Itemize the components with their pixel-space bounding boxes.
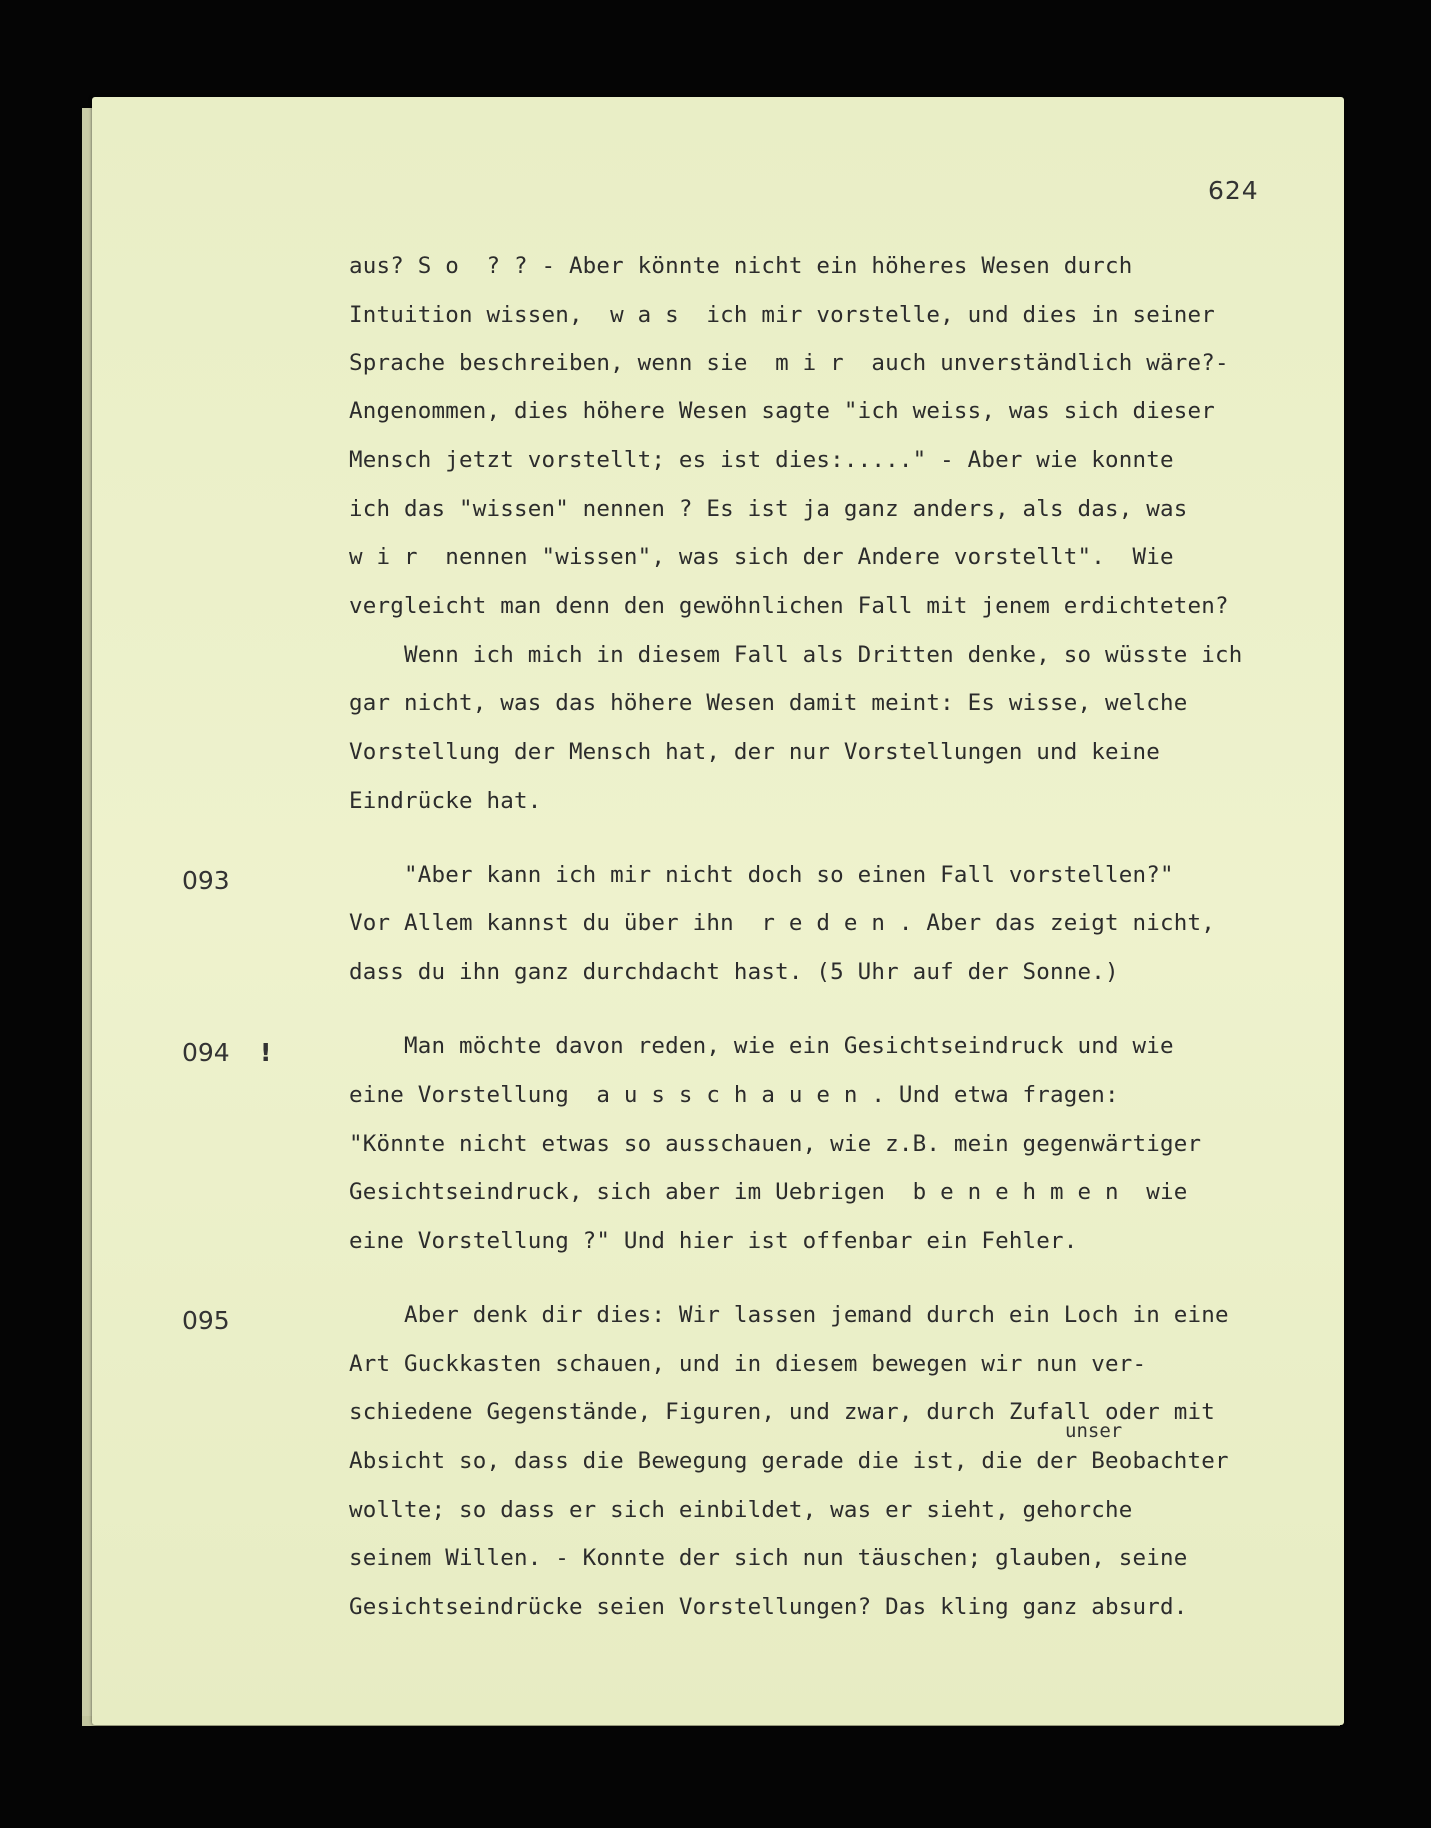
- text-line: "Könnte nicht etwas so ausschauen, wie z.B. mein gegenwärtiger: [349, 1131, 1202, 1157]
- text-line: Mensch jetzt vorstellt; es ist dies:....." - Aber wie konnte: [349, 447, 1174, 473]
- margin-number-095: 095: [182, 1306, 230, 1335]
- text-line: Vor Allem kannst du über ihn r e d e n . Aber das zeigt nicht,: [349, 910, 1216, 936]
- margin-number-094: 094: [182, 1038, 230, 1067]
- page-number: 624: [1208, 176, 1259, 205]
- text-line: vergleicht man denn den gewöhnlichen Fall mit jenem erdichteten?: [349, 593, 1229, 619]
- text-line: dass du ihn ganz durchdacht hast. (5 Uhr auf der Sonne.): [349, 959, 1119, 985]
- text-line: eine Vorstellung a u s s c h a u e n . Und etwa fragen:: [349, 1082, 1119, 1108]
- text-line: eine Vorstellung ?" Und hier ist offenbar ein Fehler.: [349, 1228, 1078, 1254]
- text-line: gar nicht, was das höhere Wesen damit meint: Es wisse, welche: [349, 690, 1188, 716]
- text-line: aus? S o ? ? - Aber könnte nicht ein höheres Wesen durch: [349, 253, 1133, 279]
- text-line: Sprache beschreiben, wenn sie m i r auch unverständlich wäre?-: [349, 350, 1229, 376]
- text-line: wollte; so dass er sich einbildet, was er sieht, gehorche: [349, 1497, 1133, 1523]
- text-line: Gesichtseindrücke seien Vorstellungen? Das kling ganz absurd.: [349, 1594, 1188, 1620]
- text-line: Absicht so, dass die Bewegung gerade die ist, die der Beobachter: [349, 1448, 1229, 1474]
- text-line: Gesichtseindruck, sich aber im Uebrigen b e n e h m e n wie: [349, 1179, 1188, 1205]
- text-line: Angenommen, dies höhere Wesen sagte "ich weiss, was sich dieser: [349, 398, 1216, 424]
- margin-exclamation-mark: !: [260, 1038, 272, 1067]
- text-line: w i r nennen "wissen", was sich der Andere vorstellt". Wie: [349, 544, 1174, 570]
- text-line: Wenn ich mich in diesem Fall als Dritten denke, so wüsste ich: [349, 642, 1243, 668]
- text-line: Intuition wissen, w a s ich mir vorstelle, und dies in seiner: [349, 302, 1216, 328]
- text-line: Art Guckkasten schauen, und in diesem bewegen wir nun ver-: [349, 1351, 1147, 1377]
- text-line: ich das "wissen" nennen ? Es ist ja ganz anders, als das, was: [349, 496, 1188, 522]
- handwritten-insertion: unser: [1065, 1420, 1123, 1442]
- text-line: "Aber kann ich mir nicht doch so einen Fall vorstellen?": [349, 862, 1174, 888]
- text-line: schiedene Gegenstände, Figuren, und zwar, durch Zufall oder mit: [349, 1399, 1216, 1425]
- text-line: Eindrücke hat.: [349, 788, 542, 814]
- text-line: Vorstellung der Mensch hat, der nur Vorstellungen und keine: [349, 739, 1161, 765]
- margin-number-093: 093: [182, 866, 230, 895]
- text-line: Man möchte davon reden, wie ein Gesichtseindruck und wie: [349, 1033, 1174, 1059]
- text-line: Aber denk dir dies: Wir lassen jemand durch ein Loch in eine: [349, 1302, 1229, 1328]
- text-line: seinem Willen. - Konnte der sich nun täuschen; glauben, seine: [349, 1545, 1188, 1571]
